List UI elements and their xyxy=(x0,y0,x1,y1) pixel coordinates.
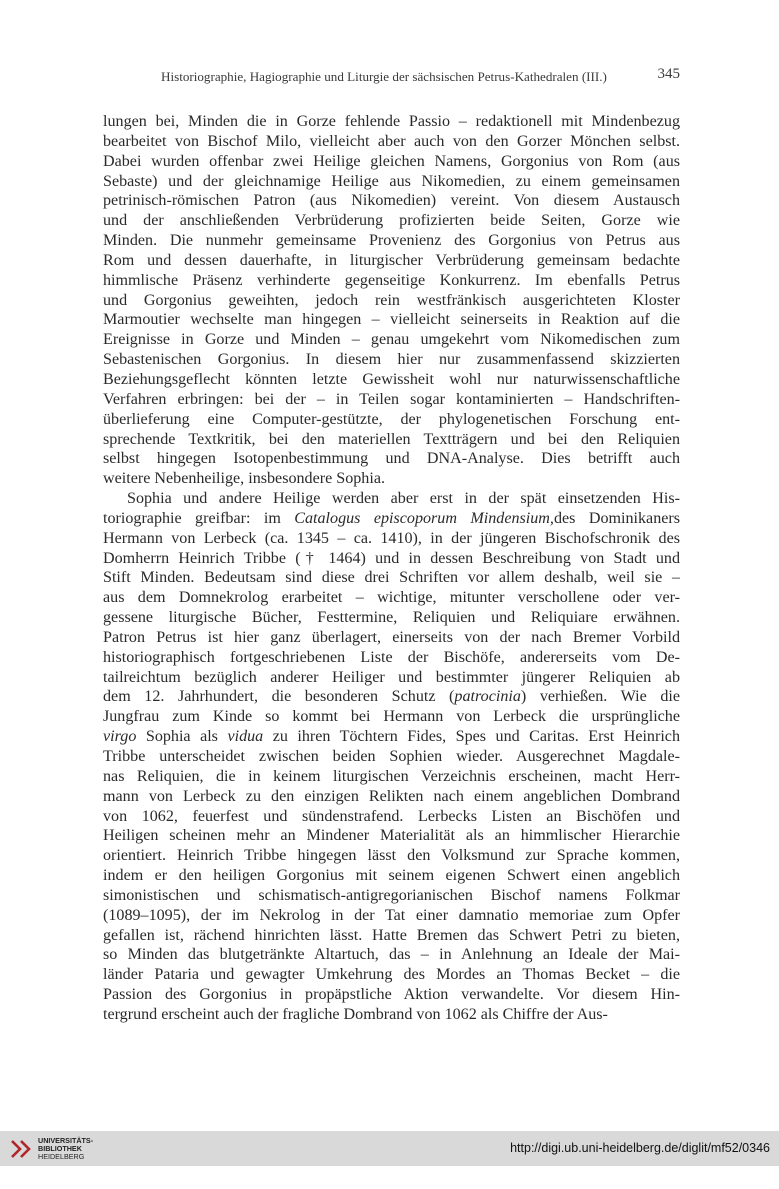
text-segment: Sebastenischen Gorgonius. In diesem hier nur zusammenfassend skizzierten xyxy=(103,351,680,369)
text-line xyxy=(103,430,680,450)
text-line xyxy=(103,648,680,668)
text-line xyxy=(103,747,680,767)
text-segment: simonistischen und schismatisch-antigregorianischen Bischof namens Folkmar xyxy=(103,886,680,904)
text-segment: Dabei wurden offenbar zwei Heilige gleichen Namens, Gorgonius von Rom (aus xyxy=(103,152,680,170)
text-segment: Rom und dessen dauerhafte, in liturgischer Verbrüderung gemeinsam bedachte xyxy=(103,251,680,269)
running-title: Historiographie, Hagiographie und Liturgie der sächsischen Petrus-Kathedralen (III.) xyxy=(161,69,607,84)
text-segment: länder Pataria und gewagter Umkehrung des Mordes an Thomas Becket – die xyxy=(103,966,680,984)
text-segment: zu ihren Töchtern Fides, Spes und Caritas. Erst Heinrich xyxy=(263,728,680,746)
text-line xyxy=(103,251,680,271)
logo-line: BIBLIOTHEK xyxy=(38,1144,82,1154)
text-line xyxy=(103,370,680,390)
text-segment: aus dem Domnekrolog erarbeitet – wichtige, mitunter verschollene oder ver- xyxy=(103,589,680,607)
library-logo-icon xyxy=(9,1137,33,1161)
text-segment: und der anschließenden Verbrüderung profizierten beide Seiten, Gorze wie xyxy=(103,212,680,230)
italic-text: Catalogus episcoporum Mindensium, xyxy=(294,509,554,527)
text-line xyxy=(103,767,680,787)
library-logo-text xyxy=(38,1137,108,1162)
text-segment: Domherrn Heinrich Tribbe († 1464) und in dessen Beschreibung von Stadt und xyxy=(103,549,680,567)
text-line xyxy=(103,211,680,231)
text-line xyxy=(103,509,680,529)
text-line xyxy=(103,410,680,430)
text-segment: himmlische Präsenz verhinderte gegenseitige Konkurrenz. Im ebenfalls Petrus xyxy=(103,271,680,289)
text-segment: dem 12. Jahrhundert, die besonderen Schutz ( xyxy=(103,688,455,706)
paragraph xyxy=(103,112,680,489)
text-line xyxy=(103,906,680,926)
text-line xyxy=(103,846,680,866)
text-segment: Patron Petrus ist hier ganz überlagert, einerseits von der nach Bremer Vorbild xyxy=(103,628,680,646)
text-segment: überlieferung eine Computer-gestützte, der phylogenetischen Forschung ent- xyxy=(103,410,680,428)
text-segment: von 1062, feuerfest und sündenstrafend. Lerbecks Listen an Bischöfen und xyxy=(103,807,680,825)
text-line xyxy=(103,707,680,727)
text-line xyxy=(103,449,680,469)
italic-text: patrocinia xyxy=(454,688,521,706)
text-line xyxy=(103,588,680,608)
text-segment: Hermann von Lerbeck (ca. 1345 – ca. 1410), in der jüngeren Bischofschronik des xyxy=(103,529,680,547)
text-line xyxy=(103,807,680,827)
text-segment: so Minden das blutgetränkte Altartuch, das – in Anlehnung an Ideale der Mai- xyxy=(103,946,680,964)
text-line xyxy=(103,985,680,1005)
text-segment: tailreichtum bezüglich anderer Heiliger und bestimmter jüngerer Reliquien ab xyxy=(103,668,680,686)
text-line xyxy=(103,310,680,330)
text-segment: ) verhießen. Wie die xyxy=(520,688,680,706)
text-segment: lungen bei, Minden die in Gorze fehlende Passio – redaktionell mit Mindenbezug xyxy=(103,113,680,130)
text-line xyxy=(103,727,680,747)
text-line xyxy=(103,628,680,648)
text-segment: mann von Lerbeck zu den einzigen Relikten nach einem angeblichen Dombrand xyxy=(103,787,680,805)
text-segment: Sebaste) und der gleichnamige Heilige aus Nikomedien, zu einem gemeinsamen xyxy=(103,172,680,190)
text-line xyxy=(103,191,680,211)
text-line xyxy=(103,787,680,807)
text-segment: bearbeitet von Bischof Milo, vielleicht aber auch von den Gorzer Mönchen selbst. xyxy=(103,132,680,150)
text-line xyxy=(103,172,680,192)
text-line xyxy=(103,926,680,946)
italic-text: virgo xyxy=(103,728,137,746)
text-segment: historiographisch fortgeschriebenen Liste der Bischöfe, andererseits vom De- xyxy=(103,648,680,666)
text-segment: des Dominikaners xyxy=(553,509,680,527)
text-line xyxy=(103,826,680,846)
text-line xyxy=(103,608,680,628)
text-line xyxy=(103,965,680,985)
paragraph xyxy=(103,489,680,1025)
text-segment: orientiert. Heinrich Tribbe hingegen lässt den Volksmund zur Sprache kommen, xyxy=(103,847,680,865)
text-line xyxy=(103,687,680,707)
running-head xyxy=(103,66,680,88)
text-line xyxy=(103,231,680,251)
text-line xyxy=(103,330,680,350)
body-text xyxy=(103,112,680,1025)
text-segment: Passion des Gorgonius in propäpstliche Aktion verwandelte. Vor diesem Hin- xyxy=(103,986,680,1004)
text-segment: Minden. Die nunmehr gemeinsame Provenienz des Gorgonius von Petrus aus xyxy=(103,232,680,250)
permalink-url[interactable]: http://digi.ub.uni-heidelberg.de/diglit/mf52/0346 xyxy=(510,1141,770,1155)
text-segment: (1089–1095), der im Nekrolog in der Tat einer damnatio memoriae zum Opfer xyxy=(103,906,680,924)
text-line xyxy=(103,886,680,906)
text-segment: Ereignisse in Gorze und Minden – genau umgekehrt vom Nikomedischen zum xyxy=(103,331,680,349)
text-segment: toriographie greifbar: im xyxy=(103,509,295,527)
text-line xyxy=(103,668,680,688)
text-segment: gefallen ist, rächend hinrichten lässt. Hatte Bremen das Schwert Petri zu bieten, xyxy=(103,926,680,944)
footer-bar xyxy=(0,1131,779,1166)
text-line xyxy=(103,112,680,132)
text-segment: Tribbe unterscheidet zwischen beiden Sophien wieder. Ausgerechnet Magdale- xyxy=(103,748,680,765)
text-line xyxy=(103,945,680,965)
text-segment: Marmoutier wechselte man hingegen – vielleicht seinerseits in Reaktion auf die xyxy=(103,311,680,329)
text-segment: gessene liturgische Bücher, Festtermine, Reliquien und Reliquiare erwähnen. xyxy=(103,609,680,627)
text-line xyxy=(103,152,680,172)
text-segment: indem er den heiligen Gorgonius mit seinem eigenen Schwert einen angeblich xyxy=(103,867,680,885)
text-segment: sprechende Textkritik, bei den materiellen Textträgern und bei den Reliquien xyxy=(103,430,680,448)
text-segment: Sophia als xyxy=(136,728,228,746)
text-segment: Jungfrau zum Kinde so kommt bei Hermann von Lerbeck die ursprüngliche xyxy=(103,708,680,726)
text-line xyxy=(103,529,680,549)
text-segment: tergrund erscheint auch der fragliche Dombrand von 1062 als Chiffre der Aus- xyxy=(103,1005,608,1023)
text-segment: nas Reliquien, die in keinem liturgischen Verzeichnis erscheinen, macht Herr- xyxy=(103,767,680,785)
text-line xyxy=(103,469,680,489)
text-segment: Stift Minden. Bedeutsam sind diese drei Schriften vor allem deshalb, weil sie – xyxy=(103,569,680,587)
text-line xyxy=(103,132,680,152)
italic-text: vidua xyxy=(227,728,264,746)
text-line xyxy=(103,350,680,370)
text-segment: Beziehungsgeflecht könnten letzte Gewissheit wohl nur naturwissenschaftliche xyxy=(103,370,680,388)
logo-line: HEIDELBERG xyxy=(38,1152,85,1162)
text-line xyxy=(103,390,680,410)
text-segment: weitere Nebenheilige, insbesondere Sophia. xyxy=(103,470,385,488)
text-line xyxy=(103,549,680,569)
text-segment: petrinisch-römischen Patron (aus Nikomedien) vereint. Von diesem Austausch xyxy=(103,192,680,210)
logo-line: UNIVERSITÄTS- xyxy=(38,1136,94,1145)
text-line xyxy=(103,489,680,509)
text-line xyxy=(103,271,680,291)
text-line xyxy=(103,291,680,311)
text-line xyxy=(103,568,680,588)
text-segment: Verfahren erbringen: bei der – in Teilen sogar kontaminierten – Handschriften- xyxy=(103,390,680,408)
text-segment: Sophia und andere Heilige werden aber erst in der spät einsetzenden His- xyxy=(127,490,680,508)
text-segment: selbst hingegen Isotopenbestimmung und DNA-Analyse. Dies betrifft auch xyxy=(103,450,680,468)
text-segment: Heiligen scheinen mehr an Mindener Materialität als an himmlischer Hierarchie xyxy=(103,827,680,845)
text-line xyxy=(103,1005,680,1025)
page-number: 345 xyxy=(657,66,680,82)
text-line xyxy=(103,866,680,886)
text-segment: und Gorgonius geweihten, jedoch rein westfränkisch ausgerichteten Kloster xyxy=(103,291,680,309)
